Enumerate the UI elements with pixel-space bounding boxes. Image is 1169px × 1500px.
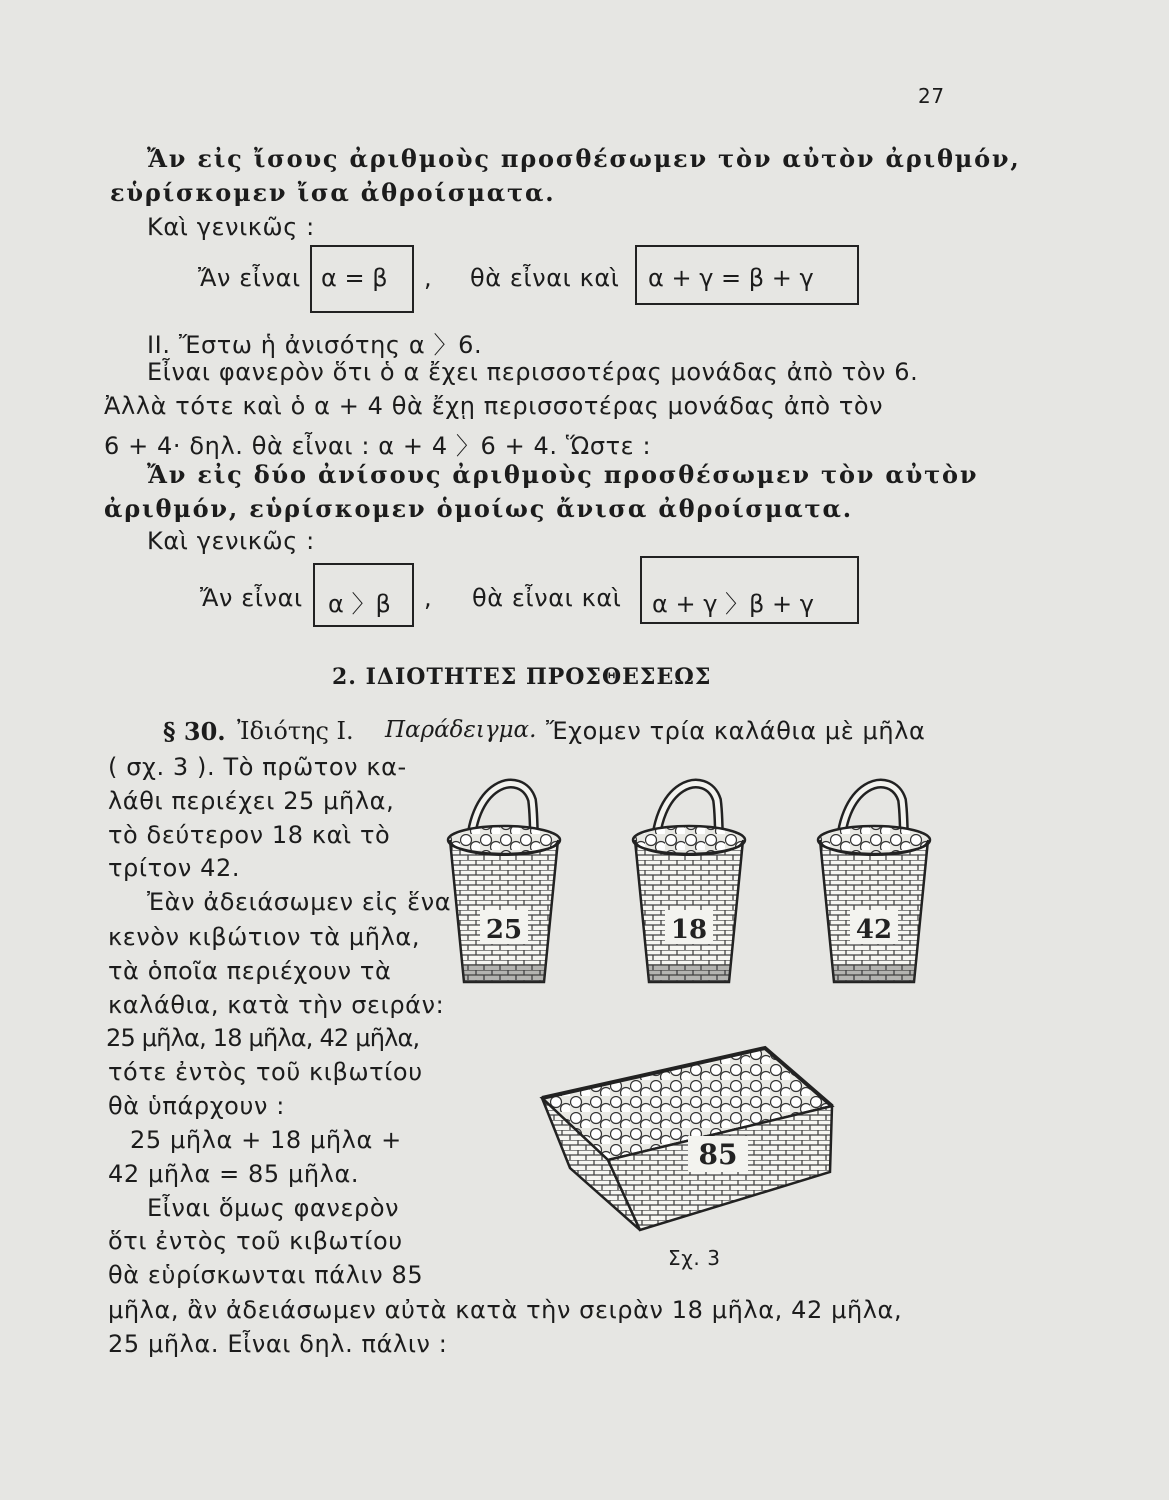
part2-line3: Ἀλλὰ τότε καὶ ὁ α + 4 θὰ ἔχῃ περισσοτέρας μονάδας ἀπὸ τὸν xyxy=(104,392,884,420)
basket-2-label: 18 xyxy=(670,915,708,945)
narrow-line-14: Εἶναι ὅμως φανερὸν xyxy=(147,1194,400,1222)
example-intro: Ἔχομεν τρία καλάθια μὲ μῆλα xyxy=(546,717,926,745)
part2-line2: Εἶναι φανερὸν ὅτι ὁ α ἔχει περισσοτέρας μονάδας ἀπὸ τὸν 6. xyxy=(147,358,919,386)
narrow-line-12: 25 μῆλα + 18 μῆλα + xyxy=(130,1126,402,1154)
part2-line1: II. Ἔστω ἡ ἀνισότης α 〉6. xyxy=(147,331,483,359)
basket-2 xyxy=(633,784,745,982)
part2-line4: 6 + 4· δηλ. θὰ εἶναι : α + 4 〉6 + 4. Ὥστε : xyxy=(104,432,652,460)
narrow-line-13: 42 μῆλα = 85 μῆλα. xyxy=(108,1160,360,1188)
figure-caption: Σχ. 3 xyxy=(668,1246,721,1270)
narrow-line-16: θὰ εὑρίσκωνται πάλιν 85 xyxy=(108,1261,424,1289)
narrow-line-5: Ἐὰν ἀδειάσωμεν εἰς ἕνα xyxy=(147,888,452,916)
formula1-result: α + γ = β + γ xyxy=(648,264,814,292)
narrow-line-10: τότε ἐντὸς τοῦ κιβωτίου xyxy=(108,1058,423,1086)
formula1-prefix: Ἄν εἶναι xyxy=(198,264,301,292)
narrow-line-2: λάθι περιέχει 25 μῆλα, xyxy=(108,787,395,815)
general-statement-2: Καὶ γενικῶς : xyxy=(147,527,315,555)
narrow-line-1: ( σχ. 3 ). Τὸ πρῶτον κα- xyxy=(108,753,407,781)
page-number: 27 xyxy=(918,84,945,108)
rule1-line2: εὑρίσκομεν ἴσα ἀθροίσματα. xyxy=(110,178,556,207)
basket-1 xyxy=(448,784,560,982)
crate-label: 85 xyxy=(698,1138,738,1171)
formula1-comma: , xyxy=(424,264,433,292)
example-label: Παράδειγμα. xyxy=(385,717,537,743)
narrow-line-7: τὰ ὁποῖα περιέχουν τὰ xyxy=(108,957,392,985)
narrow-line-11: θὰ ὑπάρχουν : xyxy=(108,1092,285,1120)
full-line-2: 25 μῆλα. Εἶναι δηλ. πάλιν : xyxy=(108,1330,448,1358)
rule2-line1: Ἄν εἰς δύο ἀνίσους ἀριθμοὺς προσθέσωμεν τὸν αὐτὸν xyxy=(147,460,979,489)
basket-3-label: 42 xyxy=(855,915,893,945)
narrow-line-9: 25 μῆλα, 18 μῆλα, 42 μῆλα, xyxy=(106,1024,420,1052)
section-heading: 2. ΙΔΙΟΤΗΤΕΣ ΠΡΟΣΘΕΣΕΩΣ xyxy=(332,664,712,690)
basket-1-label: 25 xyxy=(485,915,523,945)
formula2-prefix: Ἄν εἶναι xyxy=(200,584,303,612)
narrow-line-15: ὅτι ἐντὸς τοῦ κιβωτίου xyxy=(108,1227,403,1255)
paragraph-number: § 30. xyxy=(163,717,226,746)
property-title: Ἰδιότης I. xyxy=(237,717,354,745)
formula2-comma: , xyxy=(424,584,433,612)
narrow-line-3: τὸ δεύτερον 18 καὶ τὸ xyxy=(108,821,391,849)
general-statement-1: Καὶ γενικῶς : xyxy=(147,213,315,241)
full-line-1: μῆλα, ἂν ἀδειάσωμεν αὐτὰ κατὰ τὴν σειρὰν 18 μῆλα, 42 μῆλα, xyxy=(108,1296,903,1324)
figure-illustration xyxy=(430,760,950,1280)
formula2-result: α + γ 〉β + γ xyxy=(652,590,814,618)
rule2-line2: ἀριθμόν, εὑρίσκομεν ὁμοίως ἄνισα ἀθροίσματα. xyxy=(104,494,853,523)
formula1-middle: θὰ εἶναι καὶ xyxy=(470,264,620,292)
narrow-line-4: τρίτον 42. xyxy=(108,854,241,882)
narrow-line-8: καλάθια, κατὰ τὴν σειράν: xyxy=(108,991,445,1019)
crate xyxy=(542,1048,832,1230)
basket-3 xyxy=(818,784,930,982)
rule1-line1: Ἄν εἰς ἴσους ἀριθμοὺς προσθέσωμεν τὸν αὐτὸν ἀριθμόν, xyxy=(147,144,1021,173)
narrow-line-6: κενὸν κιβώτιον τὰ μῆλα, xyxy=(108,923,421,951)
formula2-middle: θὰ εἶναι καὶ xyxy=(472,584,622,612)
formula1-condition: α = β xyxy=(321,264,388,292)
formula2-condition: α 〉β xyxy=(328,590,391,618)
